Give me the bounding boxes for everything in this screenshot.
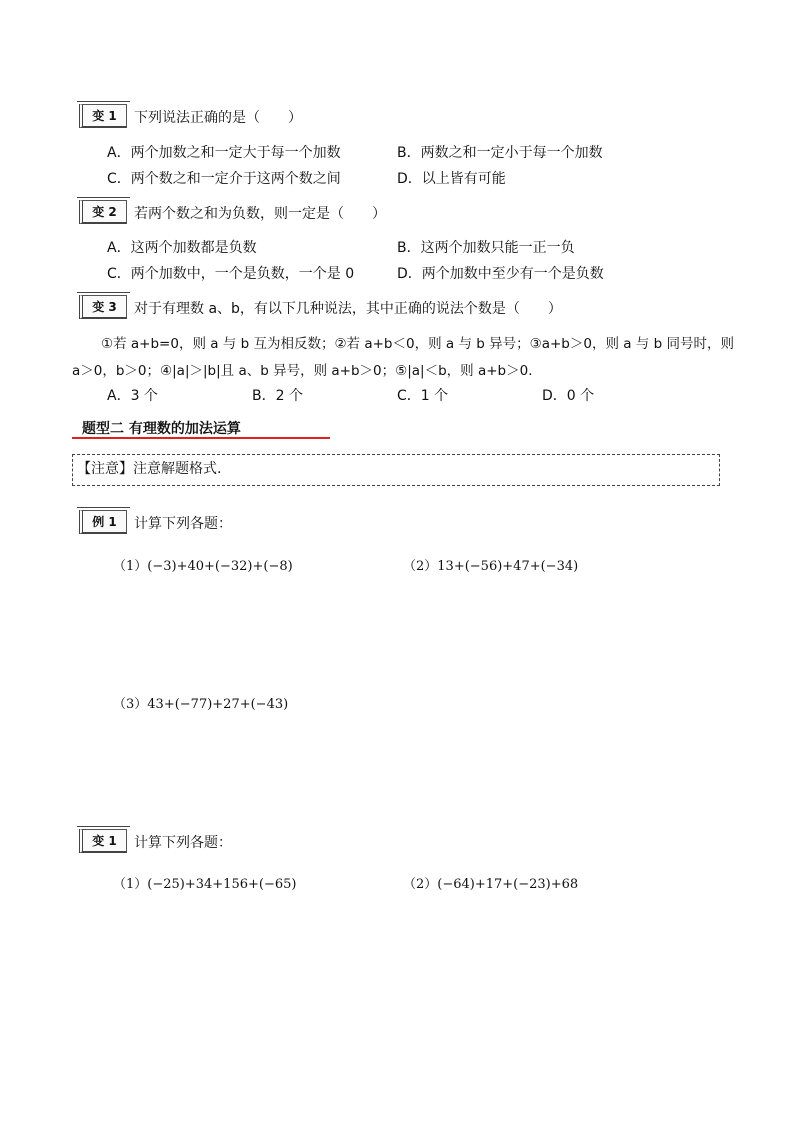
note-text: 【注意】注意解题格式.: [77, 461, 222, 477]
bian2-option-b: B．这两个加数只能一正一负: [397, 240, 575, 256]
bian3-option-a: A．3 个: [107, 388, 158, 404]
bian2-option-c: C．两个加数中，一个是负数，一个是 0: [107, 266, 355, 282]
bian3-option-d: D．0 个: [542, 388, 595, 404]
example1-problem-3: （3）43+(−77)+27+(−43): [113, 697, 289, 712]
bian2-label: 变 2: [79, 200, 127, 224]
bian1-option-d: D．以上皆有可能: [397, 171, 506, 187]
bian1-option-c: C．两个数之和一定介于这两个数之间: [107, 171, 341, 187]
example1-question: 计算下列各题：: [134, 516, 232, 532]
bian1b-label: 变 1: [79, 829, 127, 853]
note-box: [72, 454, 720, 486]
bian1-question: 下列说法正确的是（ ）: [134, 110, 302, 126]
section-underline: [72, 437, 330, 439]
bian1b-problem-2: （2）(−64)+17+(−23)+68: [403, 877, 579, 892]
bian3-label: 变 3: [79, 295, 127, 319]
example1-label: 例 1: [79, 510, 127, 534]
bian3-option-b: B．2 个: [252, 388, 303, 404]
example1-problem-2: （2）13+(−56)+47+(−34): [403, 559, 579, 574]
bian1-option-a: A．两个加数之和一定大于每一个加数: [107, 145, 341, 161]
bian2-question: 若两个数之和为负数，则一定是（ ）: [134, 206, 386, 222]
bian3-question: 对于有理数 a、b，有以下几种说法，其中正确的说法个数是（ ）: [134, 301, 562, 317]
section-title: 题型二 有理数的加法运算: [82, 421, 241, 437]
bian2-option-a: A．这两个加数都是负数: [107, 240, 257, 256]
bian2-option-d: D．两个加数中至少有一个是负数: [397, 266, 604, 282]
bian3-statements-line2: a＞0，b＞0；④|a|＞|b|且 a、b 异号，则 a+b＞0；⑤|a|＜b，则 a+b＞0．: [72, 363, 542, 379]
bian1-label: 变 1: [79, 104, 127, 128]
bian1b-question: 计算下列各题：: [134, 835, 232, 851]
example1-problem-1: （1）(−3)+40+(−32)+(−8): [113, 559, 293, 574]
bian1-option-b: B．两数之和一定小于每一个加数: [397, 145, 603, 161]
bian3-statements-line1: ①若 a+b=0，则 a 与 b 互为相反数；②若 a+b＜0，则 a 与 b 异号；③a+b＞0，则 a 与 b 同号时，则: [101, 336, 734, 352]
bian3-option-c: C．1 个: [397, 388, 449, 404]
bian1b-problem-1: （1）(−25)+34+156+(−65): [113, 877, 297, 892]
